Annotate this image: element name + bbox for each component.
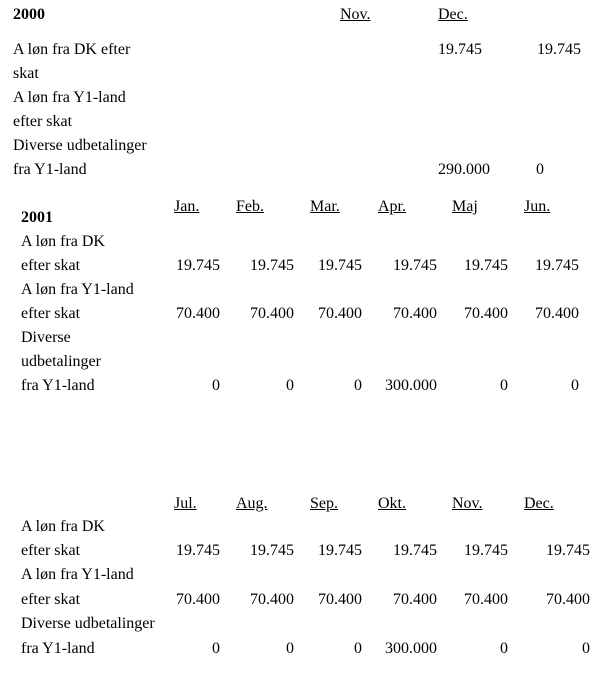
row-label: Diverse udbetalinger <box>21 615 155 632</box>
cell-value: 0 <box>500 377 508 394</box>
cell-value: 19.745 <box>546 542 590 559</box>
month-header: Jun. <box>524 198 551 215</box>
row-label: A løn fra DK <box>21 233 105 250</box>
cell-value: 19.745 <box>393 257 437 274</box>
cell-value: 70.400 <box>250 305 294 322</box>
year-heading: 2000 <box>13 6 45 23</box>
cell-value: 19.745 <box>318 257 362 274</box>
cell-value: 19.745 <box>318 542 362 559</box>
cell-value: 0 <box>571 377 579 394</box>
cell-value: 0 <box>354 377 362 394</box>
cell-value: 0 <box>212 377 220 394</box>
row-label: fra Y1-land <box>21 640 95 657</box>
month-header: Maj <box>452 198 478 215</box>
row-label: A løn fra Y1-land <box>13 89 126 106</box>
month-header: Dec. <box>438 6 468 23</box>
cell-value: 70.400 <box>546 591 590 608</box>
month-header: Apr. <box>378 198 406 215</box>
cell-value: 19.745 <box>464 542 508 559</box>
cell-value: 19.745 <box>176 542 220 559</box>
cell-value: 70.400 <box>393 305 437 322</box>
month-header: Mar. <box>310 198 340 215</box>
cell-value: 19.745 <box>535 257 579 274</box>
cell-value: 0 <box>354 640 362 657</box>
row-label: efter skat <box>21 257 81 274</box>
cell-value: 70.400 <box>176 591 220 608</box>
row-label: udbetalinger <box>21 353 101 370</box>
month-header: Nov. <box>340 6 371 23</box>
row-label: efter skat <box>13 113 73 130</box>
cell-value: 70.400 <box>250 591 294 608</box>
cell-value: 0 <box>286 640 294 657</box>
cell-value: 19.745 <box>393 542 437 559</box>
row-label: skat <box>13 65 39 82</box>
cell-value: 70.400 <box>176 305 220 322</box>
month-header: Jan. <box>174 198 200 215</box>
cell-value: 19.745 <box>537 41 581 58</box>
row-label: fra Y1-land <box>13 161 87 178</box>
cell-value: 19.745 <box>464 257 508 274</box>
row-label: efter skat <box>21 305 81 322</box>
row-label: A løn fra DK efter <box>13 41 131 58</box>
year-heading: 2001 <box>21 209 53 226</box>
cell-value: 70.400 <box>318 305 362 322</box>
cell-value: 70.400 <box>464 305 508 322</box>
cell-value: 70.400 <box>535 305 579 322</box>
cell-value: 70.400 <box>464 591 508 608</box>
cell-value: 70.400 <box>393 591 437 608</box>
cell-value: 19.745 <box>438 41 482 58</box>
row-label: efter skat <box>21 542 81 559</box>
month-header: Okt. <box>378 495 406 512</box>
cell-value: 0 <box>500 640 508 657</box>
cell-value: 19.745 <box>176 257 220 274</box>
month-header: Feb. <box>236 198 264 215</box>
month-header: Jul. <box>174 495 197 512</box>
row-label: Diverse <box>21 329 71 346</box>
month-header: Nov. <box>452 495 483 512</box>
row-label: fra Y1-land <box>21 377 95 394</box>
row-label: Diverse udbetalinger <box>13 137 147 154</box>
month-header: Dec. <box>524 495 554 512</box>
cell-value: 0 <box>286 377 294 394</box>
cell-value: 0 <box>212 640 220 657</box>
month-header: Sep. <box>310 495 338 512</box>
cell-value: 70.400 <box>318 591 362 608</box>
cell-value: 0 <box>536 161 544 178</box>
row-label: efter skat <box>21 591 81 608</box>
cell-value: 300.000 <box>385 377 437 394</box>
month-header: Aug. <box>236 495 268 512</box>
cell-value: 19.745 <box>250 542 294 559</box>
cell-value: 19.745 <box>250 257 294 274</box>
row-label: A løn fra DK <box>21 518 105 535</box>
row-label: A løn fra Y1-land <box>21 281 134 298</box>
cell-value: 290.000 <box>438 161 490 178</box>
cell-value: 300.000 <box>385 640 437 657</box>
row-label: A løn fra Y1-land <box>21 566 134 583</box>
cell-value: 0 <box>582 640 590 657</box>
